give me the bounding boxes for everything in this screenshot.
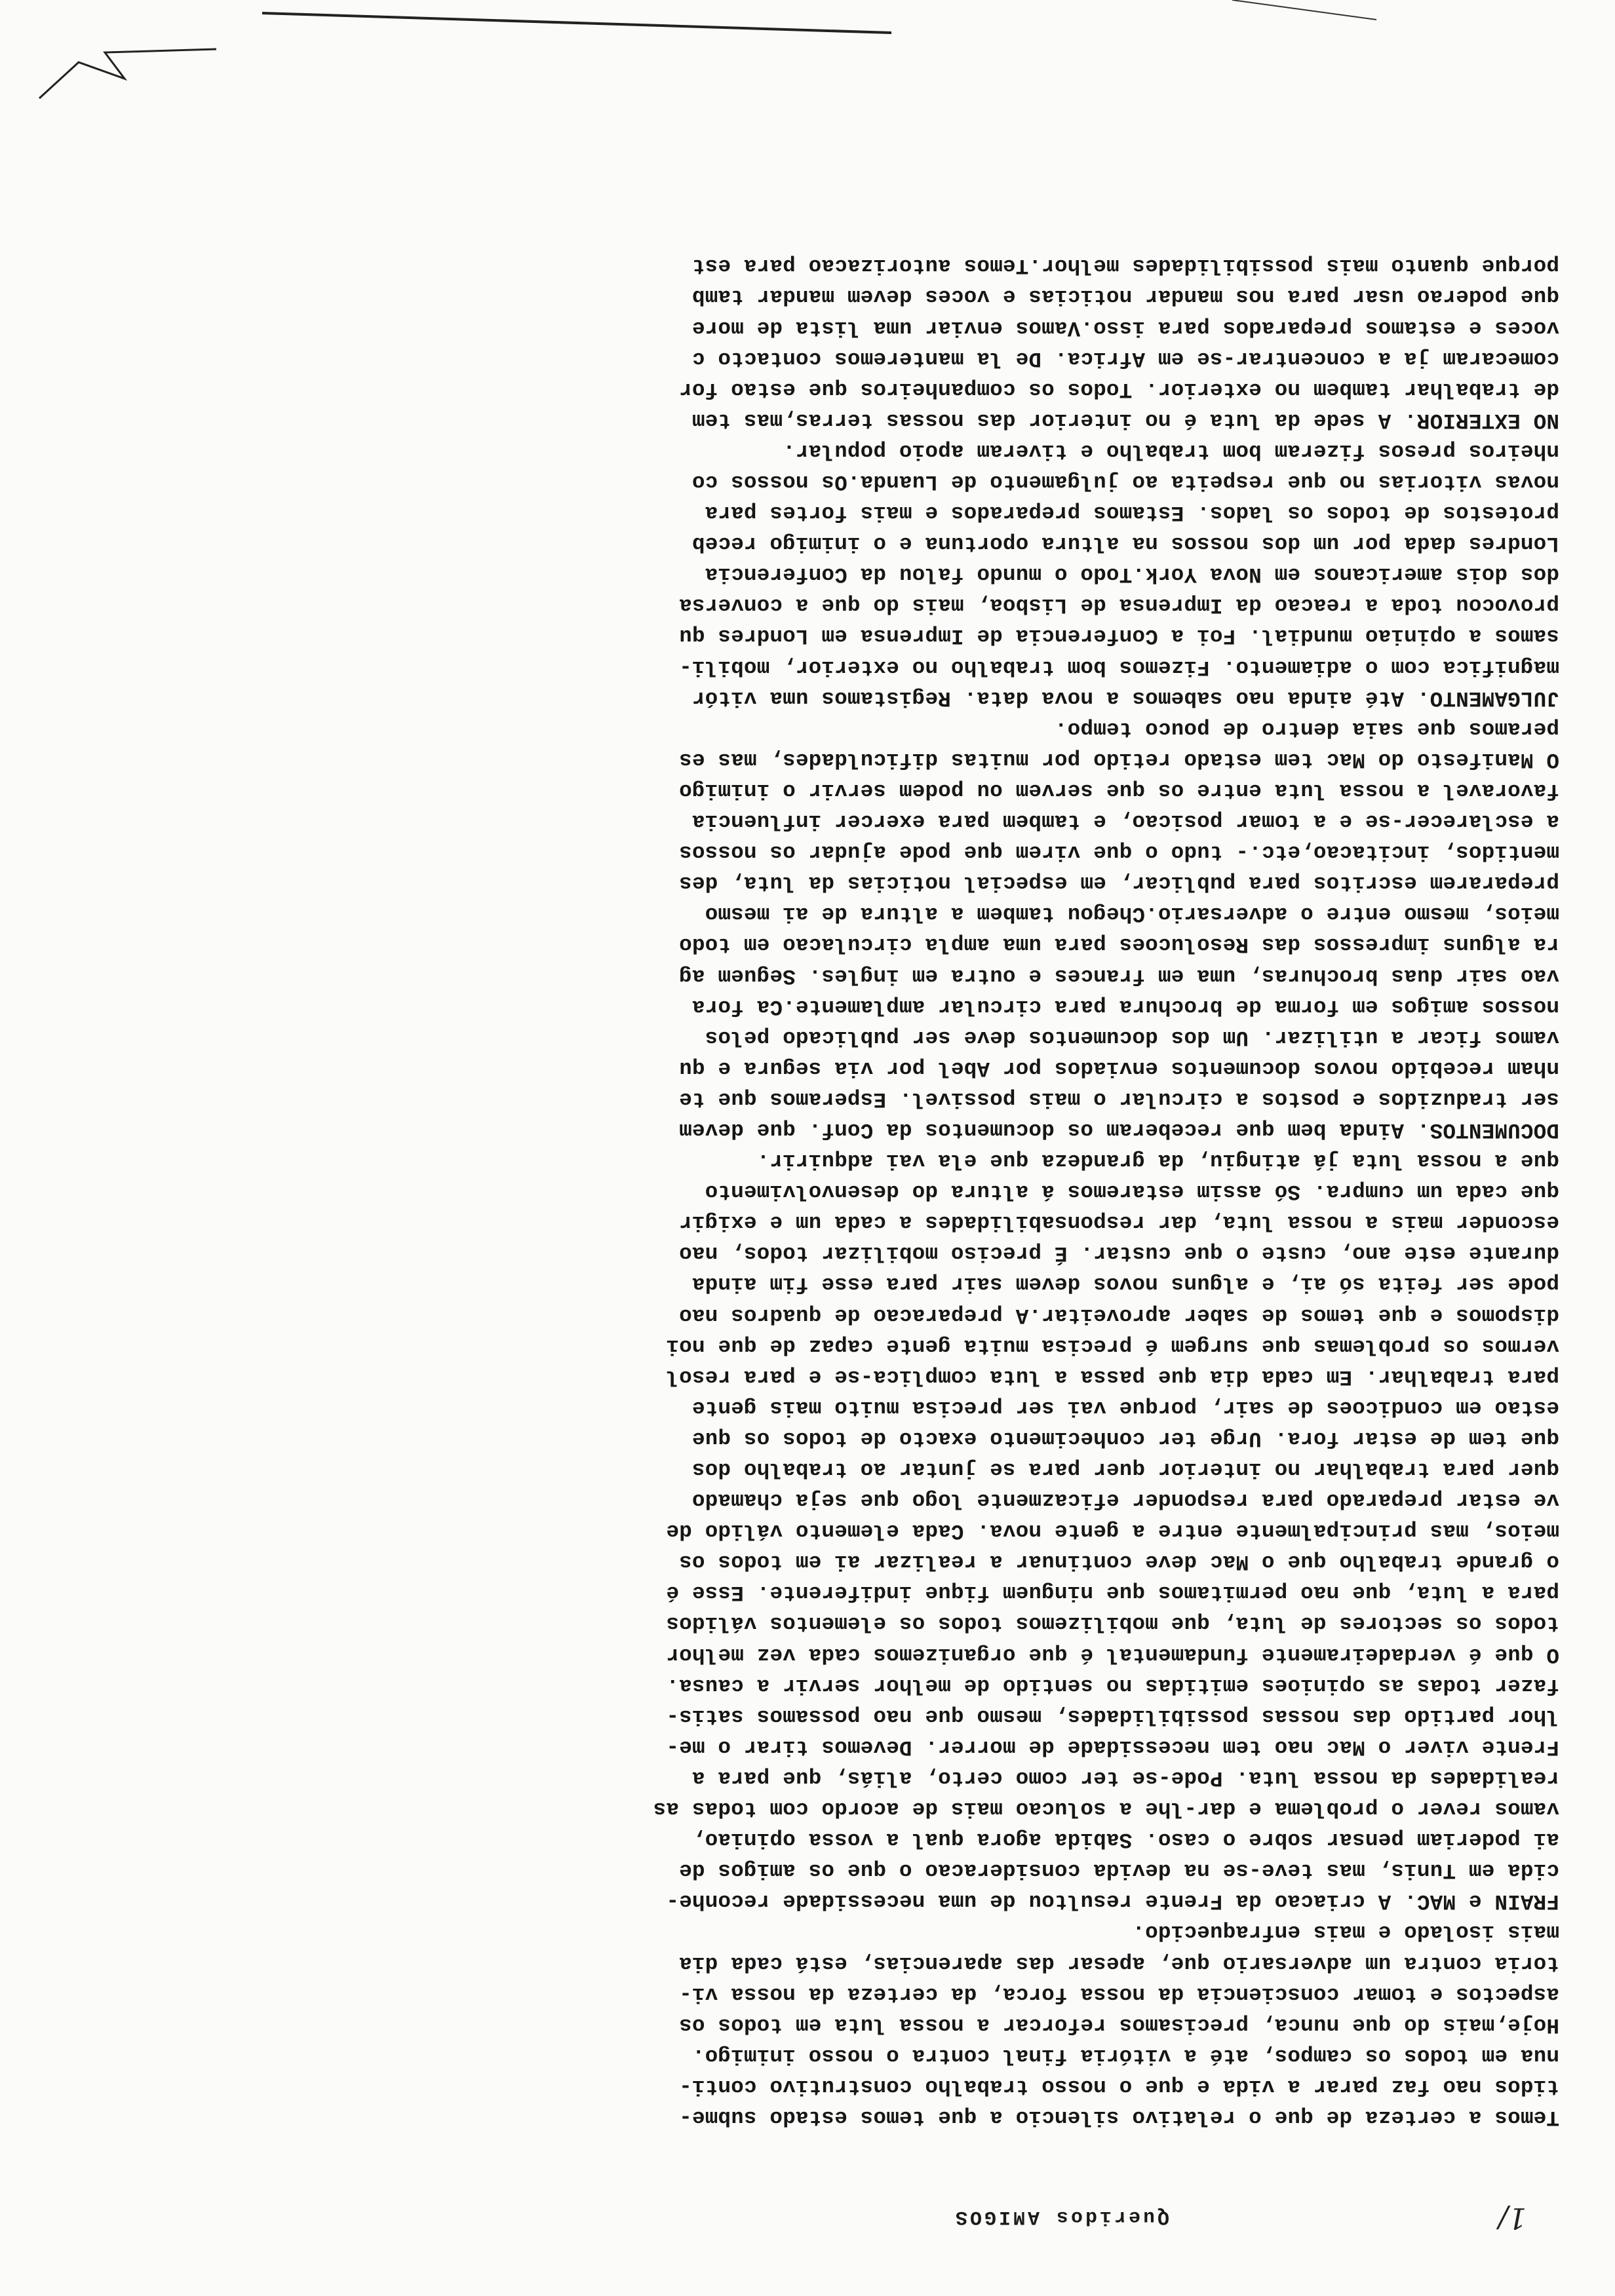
text-line: provocou toda a reacao da Imprensa de Lisboa, mais do que a conversa	[678, 593, 1559, 618]
text-line: todos os sectores de luta, que mobilizemos todos os elementos válidos	[666, 1611, 1559, 1636]
text-line: dispomos e que temos de saber aproveitar.A preparacao de quadros nao	[678, 1303, 1559, 1328]
text-line: que a nossa luta já atingiu, da grandeza que ela vai adquirir.	[756, 1149, 1559, 1174]
text-line: FRAIN e MAC. A criacao da Frente resultou de uma necessidade reconhe-	[666, 1889, 1559, 1914]
text-line: nheiros presos fizeram bom trabalho e tiveram apoio popular.	[782, 438, 1559, 463]
text-line: cida em Tunis, mas teve-se na devida consideracao o que os amigos de	[678, 1858, 1559, 1883]
text-line: novas vitorias no que respeita ao julgamento de Luanda.Os nossos co	[691, 470, 1559, 495]
text-line: ra alguns impressos das Resolucoes para uma ampla circulacao em todo	[678, 932, 1559, 957]
text-line: estao em condicoes de sair, porque vai ser precisa muito mais gente	[691, 1395, 1559, 1420]
text-line: NO EXTERIOR. A sede da luta é no interior das nossas terras,mas tem	[691, 408, 1559, 432]
text-line: o grande trabalho que o Mac deve continuar a realizar ai em todos os	[678, 1550, 1559, 1575]
page-number-mark: 1/	[1498, 2201, 1527, 2234]
text-line: mentidos, incitacao,etc.- tudo o que virem que pode ajudar os nossos	[678, 840, 1559, 865]
letter-body	[32, 250, 1559, 2133]
text-line: voces e estamos preparados para isso.Vamos enviar uma lista de more	[691, 315, 1559, 340]
text-line: vamos ficar a utilizar. Um dos documentos deve ser publicado pelos	[705, 1025, 1559, 1050]
text-line: ai poderiam pensar sobre o caso. Sabida agora qual a vossa opiniao,	[691, 1827, 1559, 1852]
text-line: esconder mais a nossa luta, dar responsabilidades a cada um e exigir	[678, 1210, 1559, 1235]
text-line: pode ser feita só ai, e alguns novos devem sair para esse fim ainda	[691, 1272, 1559, 1297]
typed-letter	[26, 39, 1589, 2254]
text-line: lhor partido das nossas possibilidades, mesmo que nao possamos satis-	[666, 1704, 1559, 1729]
text-line: JULGAMENTO. Até ainda nao sabemos a nova data. Registamos uma vitór	[691, 685, 1559, 710]
text-line: que poderao usar para nos mandar noticias e voces devem mandar tamb	[691, 284, 1559, 309]
text-line: O que é verdadeiramente fundamental é que organizemos cada vez melhor	[666, 1642, 1559, 1667]
text-line: vamos rever o problema e dar-lhe a solucao mais de acordo com todas as	[653, 1797, 1559, 1822]
text-line: samos a opiniao mundial. Foi a Conferencia de Imprensa em Londres qu	[678, 624, 1559, 649]
text-line: porque quanto mais possibilidades melhor.Temos autorizacao para est	[691, 254, 1559, 278]
text-line: DOCUMENTOS. Ainda bem que receberam os documentos da Conf. que devem	[678, 1118, 1559, 1142]
text-line: meios, mas principalmente entre a gente nova. Cada elemento válido de	[666, 1519, 1559, 1544]
text-line: protestos de todos os lados. Estamos preparados e mais fortes para	[705, 501, 1559, 526]
text-line: Temos a certeza de que o relativo silencio a que temos estado subme-	[678, 2105, 1559, 2130]
text-line: Frente viver o Mac nao tem necessidade de morrer. Devemos tirar o me-	[666, 1734, 1559, 1759]
text-line: dos dois americanos em Nova York.Todo o mundo falou da Conferencia	[705, 562, 1559, 587]
text-line: vao sair duas brochuras, uma em frances e outra em ingles. Seguem ag	[678, 963, 1559, 988]
text-line: peramos que saia dentro de pouco tempo.	[1054, 716, 1559, 741]
text-line: Hoje,mais do que nunca, precisamos reforcar a nossa luta em todos os	[678, 2012, 1559, 2037]
text-line: magnifica com o adiamento. Fizemos bom trabalho no exterior, mobili-	[678, 655, 1559, 679]
text-line: mais isolado e mais enfraquecido.	[1132, 1920, 1559, 1945]
text-line: fazer todas as opinioes emitidas no sentido de melhor servir a causa.	[666, 1673, 1559, 1698]
text-line: toria contra um adversario que, apesar das aparencias, está cada dia	[678, 1951, 1559, 1976]
text-line: de trabalhar tambem no exterior. Todos os companheiros que estao for	[678, 377, 1559, 402]
text-line: ve estar preparado para responder eficazmente logo que seja chamado	[691, 1488, 1559, 1513]
text-line: nham recebido novos documentos enviados por Abel por via segura e qu	[678, 1056, 1559, 1081]
salutation: Queridos AMIGOS	[952, 2206, 1169, 2228]
text-line: ser traduzidos e postos a circular o mais possivel. Esperamos que te	[678, 1086, 1559, 1111]
text-line: nossos amigos em forma de brochura para circular amplamente.Ca fora	[691, 994, 1559, 1019]
text-line: tidos nao faz parar a vida e que o nosso trabalho construtivo conti-	[678, 2074, 1559, 2099]
text-line: para trabalhar. Em cada dia que passa a luta complica-se e para resol	[666, 1364, 1559, 1389]
text-line: nua em todos os campos, até a vitória final contra o nosso inimigo.	[691, 2043, 1559, 2068]
text-line: comecaram ja a concentrar-se em Africa. De la manteremos contacto c	[691, 346, 1559, 371]
text-line: vermos os problemas que surgem é precisa muita gente capaz de que noi	[666, 1333, 1559, 1358]
text-line: a esclarecer-se e a tomar posicao, e tambem para exercer influencia	[691, 809, 1559, 834]
text-line: para a luta, que nao permitamos que ninguem fique indiferente. Esse é	[666, 1580, 1559, 1605]
text-line: durante este ano, custe o que custar. É preciso mobilizar todos, nao	[678, 1241, 1559, 1266]
text-line: favoravel a nossa luta entre os que servem ou podem servir o inimigo	[678, 778, 1559, 803]
text-line: quer para trabalhar no interior quer para se juntar ao trabalho dos	[691, 1457, 1559, 1482]
text-line: Londres dada por um dos nossos na altura oportuna e o inimigo receb	[691, 531, 1559, 556]
text-line: aspectos e tomar consciencia da nossa forca, da certeza da nossa vi-	[678, 1981, 1559, 2006]
text-line: O Manifesto do Mac tem estado retido por muitas dificuldades, mas es	[678, 747, 1559, 772]
text-line: prepararem escritos para publicar, em especial noticias da luta, des	[678, 871, 1559, 896]
text-line: que cada um cumpra. Só assim estaremos á altura do desenvolvimento	[705, 1179, 1559, 1204]
text-line: meios, mesmo entre o adversario.Chegou tambem a altura de ai mesmo	[705, 902, 1559, 927]
text-line: realidades da nossa luta. Pode-se ter como certo, aliás, que para a	[691, 1765, 1559, 1790]
text-line: que tem de estar fora. Urge ter conhecimento exacto de todos os que	[691, 1426, 1559, 1451]
